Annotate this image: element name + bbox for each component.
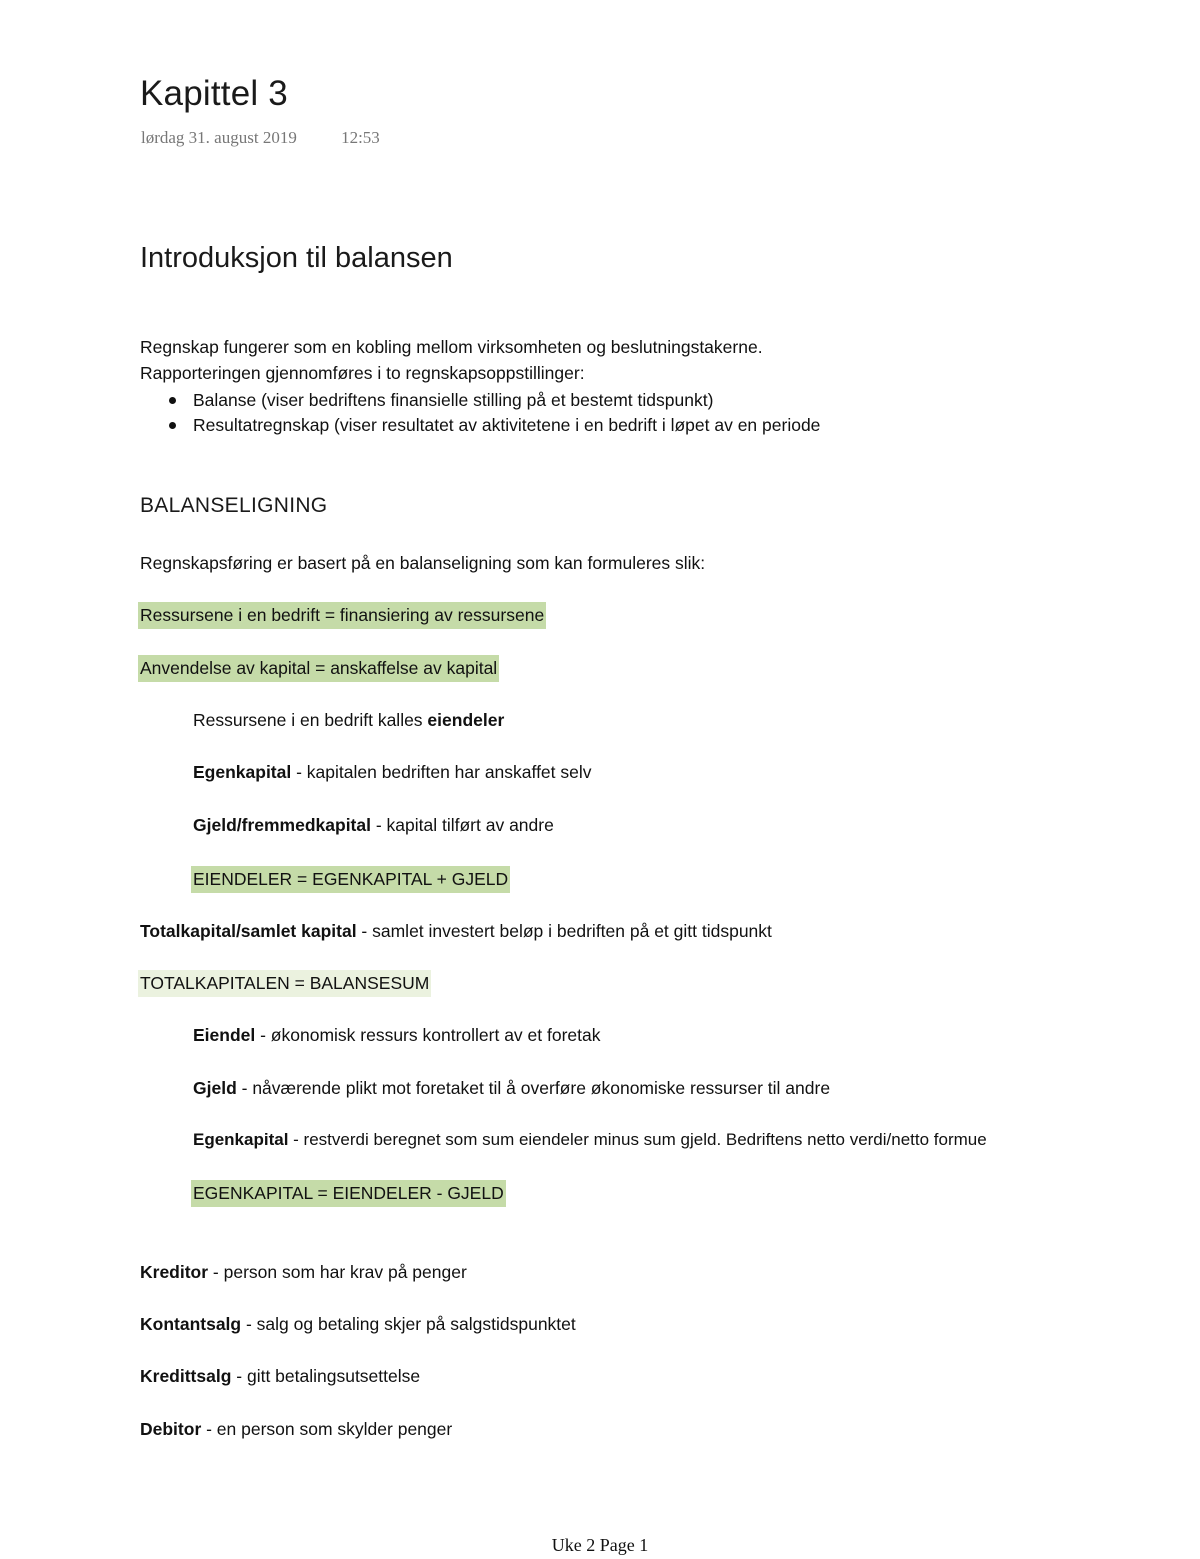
report-list <box>140 388 820 438</box>
page-title: Kapittel 3 <box>140 74 288 113</box>
intro-line-1: Regnskap fungerer som en kobling mellom virksomheten og beslutningstakerne. <box>140 337 763 357</box>
highlight: Ressursene i en bedrift = finansiering av ressursene <box>138 602 546 629</box>
highlight: EIENDELER = EGENKAPITAL + GJELD <box>191 866 510 893</box>
definition-gjeld-2: Gjeld - nåværende plikt mot foretaket til å overføre økonomiske ressurser til andre <box>193 1078 831 1098</box>
definition-gjeld: Gjeld/fremmedkapital - kapital tilført av andre <box>193 815 554 835</box>
page-meta <box>141 128 380 148</box>
term: Kredittsalg <box>140 1366 232 1386</box>
equation-totalkapital <box>140 972 431 994</box>
bullet-icon <box>169 397 176 404</box>
equation-eiendeler <box>193 868 510 890</box>
list-item-text: Resultatregnskap (viser resultatet av aktivitetene i en bedrift i løpet av en periode <box>193 415 821 435</box>
definition-egenkapital: Egenkapital - kapitalen bedriften har anskaffet selv <box>193 762 592 782</box>
list-item-text: Balanse (viser bedriftens finansielle stilling på et bestemt tidspunkt) <box>193 390 714 410</box>
term: Eiendel <box>193 1025 256 1045</box>
definition-kontantsalg: Kontantsalg - salg og betaling skjer på salgstidspunktet <box>140 1314 576 1334</box>
term: Gjeld <box>193 1078 237 1098</box>
balanse-intro: Regnskapsføring er basert på en balanseligning som kan formuleres slik: <box>140 553 706 573</box>
intro-heading: Introduksjon til balansen <box>140 242 453 274</box>
list-item <box>140 388 820 413</box>
definition-kredittsalg: Kredittsalg - gitt betalingsutsettelse <box>140 1366 421 1386</box>
equation-kapital <box>140 657 499 679</box>
definition-kreditor: Kreditor - person som har krav på penger <box>140 1262 467 1282</box>
term: Egenkapital <box>193 1130 289 1149</box>
term: Debitor <box>140 1419 202 1439</box>
definition-totalkapital: Totalkapital/samlet kapital - samlet investert beløp i bedriften på et gitt tidspunkt <box>140 921 772 941</box>
definition-eiendel: Eiendel - økonomisk ressurs kontrollert av et foretak <box>193 1025 601 1045</box>
page-footer: Uke 2 Page 1 <box>551 1535 649 1555</box>
term: eiendeler <box>427 710 505 730</box>
equation-ressurser <box>140 604 546 626</box>
highlight: TOTALKAPITALEN = BALANSESUM <box>138 970 431 997</box>
term: Kreditor <box>140 1262 209 1282</box>
balanse-heading: BALANSELIGNING <box>140 494 328 517</box>
bullet-icon <box>169 422 176 429</box>
term: Egenkapital <box>193 762 292 782</box>
term: Gjeld/fremmedkapital <box>193 815 371 835</box>
term: Kontantsalg <box>140 1314 242 1334</box>
definition-debitor: Debitor - en person som skylder penger <box>140 1419 453 1439</box>
list-item <box>140 413 820 438</box>
definition-egenkapital-2: Egenkapital - restverdi beregnet som sum eiendeler minus sum gjeld. Bedriftens netto verdi/netto formue <box>193 1130 987 1149</box>
page-time: 12:53 <box>341 128 380 147</box>
term: Totalkapital/samlet kapital <box>140 921 357 941</box>
highlight: Anvendelse av kapital = anskaffelse av kapital <box>138 655 499 682</box>
equation-egenkapital <box>193 1182 506 1204</box>
page-date: lørdag 31. august 2019 <box>141 128 297 147</box>
definition-ressurser: Ressursene i en bedrift kalles eiendeler <box>193 710 505 730</box>
intro-line-2: Rapporteringen gjennomføres i to regnskapsoppstillinger: <box>140 363 585 383</box>
highlight: EGENKAPITAL = EIENDELER - GJELD <box>191 1180 506 1207</box>
